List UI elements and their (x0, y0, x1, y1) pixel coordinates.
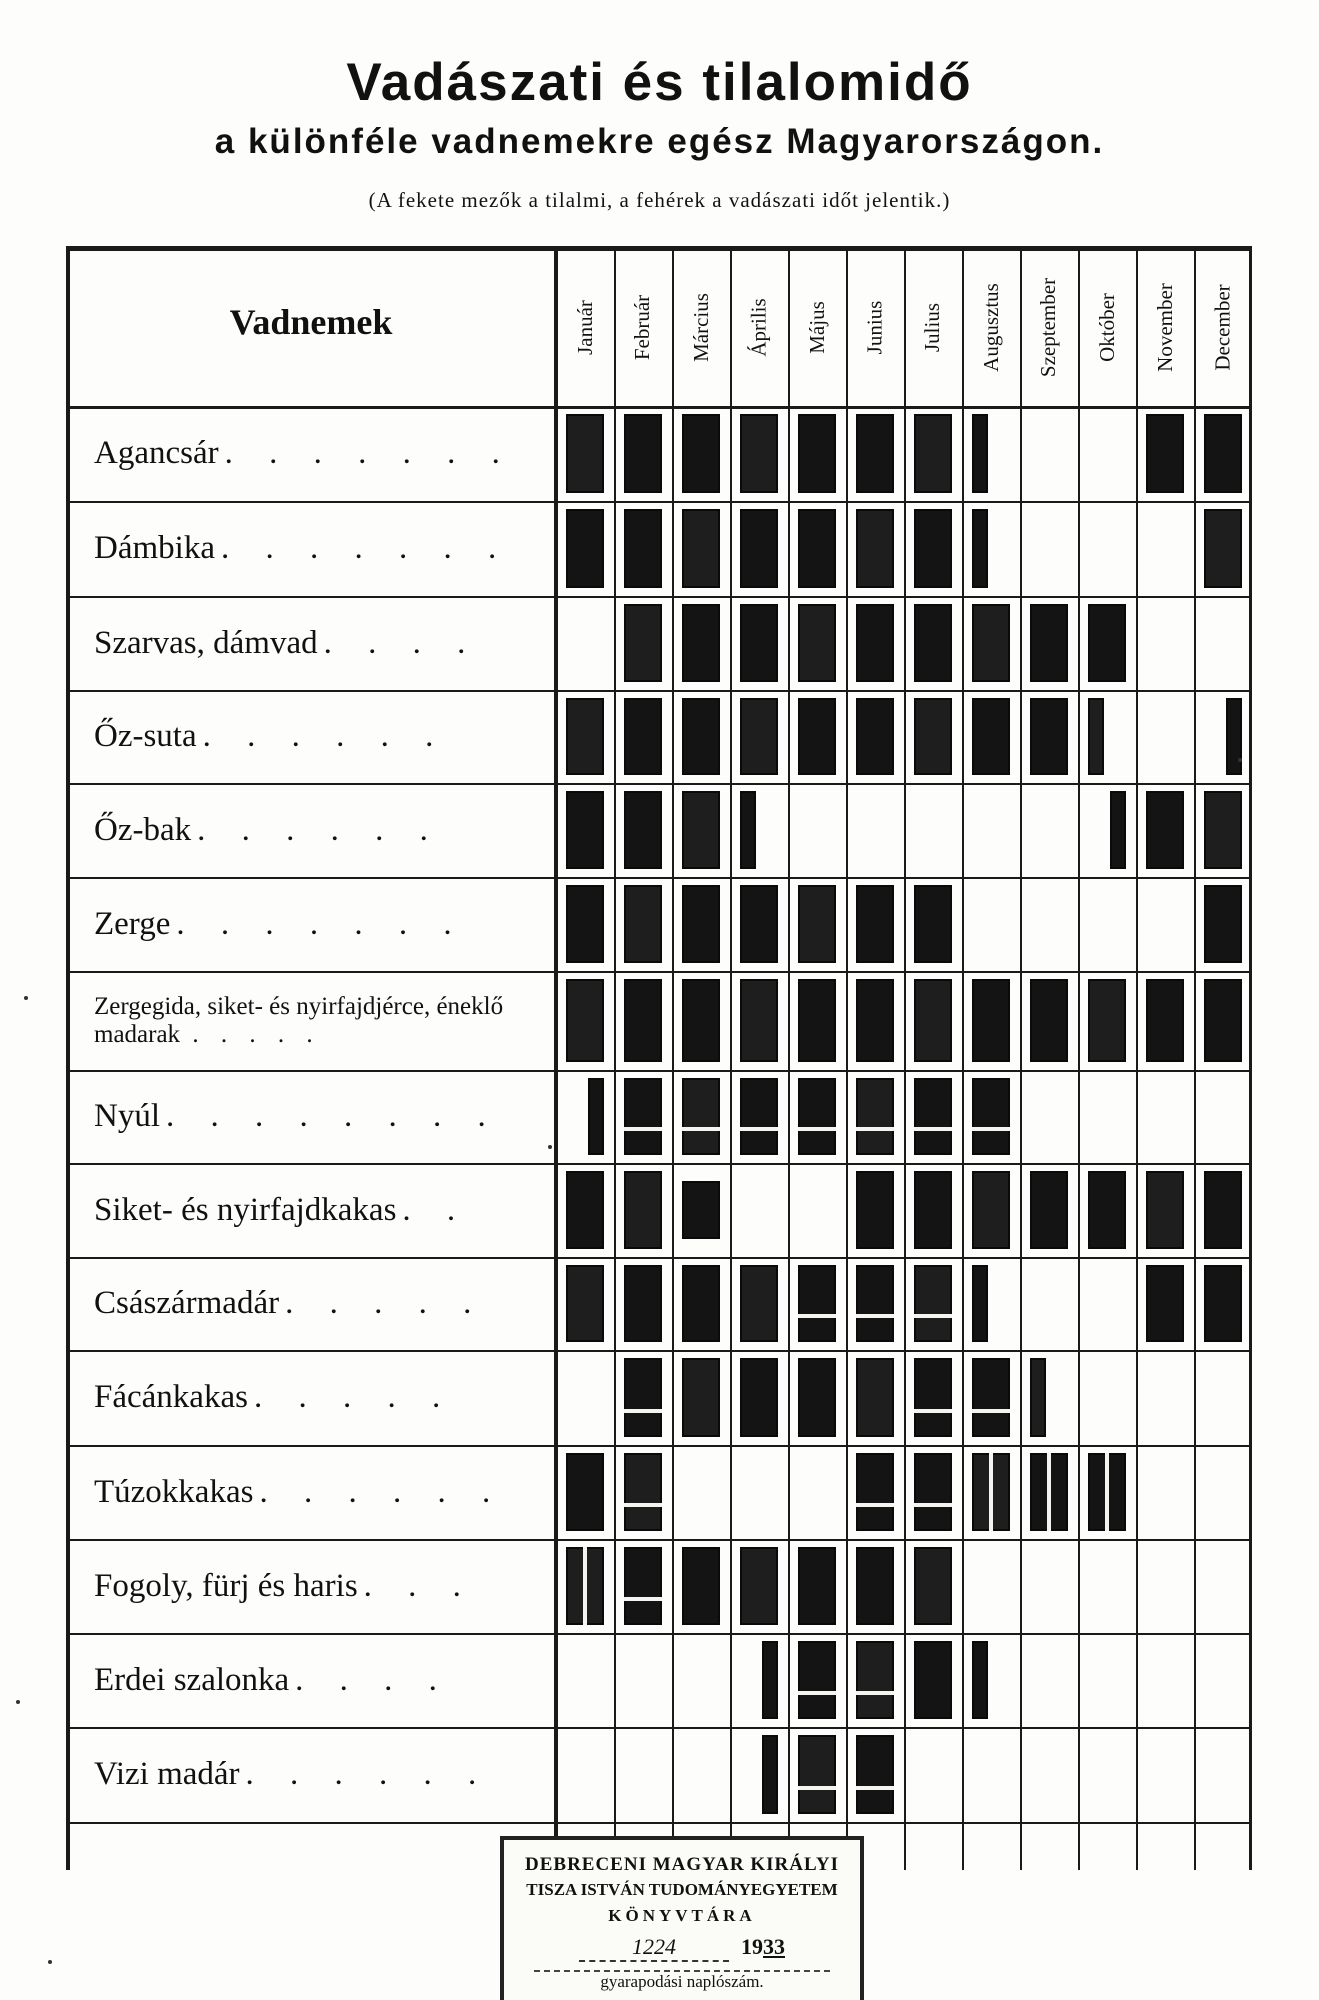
leader-dots: . . . . (323, 624, 480, 661)
leader-dots: . . . . . . (202, 718, 448, 754)
closed-season-block (856, 979, 894, 1062)
closed-season-block (798, 1547, 836, 1625)
closed-season-block (624, 414, 662, 493)
species-row-label (70, 783, 554, 877)
block-divider (624, 1503, 662, 1507)
stamp-line-3: KÖNYVTÁRA (608, 1906, 756, 1925)
scan-speck (24, 996, 28, 1000)
closed-season-block (798, 1641, 836, 1719)
closed-season-block (682, 979, 720, 1062)
block-divider (989, 1453, 993, 1531)
closed-season-block (798, 979, 836, 1062)
scan-speck (548, 1145, 552, 1149)
month-label: Február (630, 294, 655, 360)
closed-season-block (682, 604, 720, 682)
block-divider (972, 1127, 1010, 1131)
closed-season-block (740, 414, 778, 493)
closed-season-block (624, 1547, 662, 1625)
closed-season-block (740, 1265, 778, 1342)
closed-season-block (682, 885, 720, 963)
species-row-label (70, 1257, 554, 1350)
month-divider (788, 246, 790, 1870)
leader-dots: . . . . . . . . (166, 1098, 500, 1134)
leader-dots: . . . . . (285, 1285, 486, 1321)
closed-season-block (856, 1547, 894, 1625)
species-name: Fogoly, fürj és haris (94, 1567, 358, 1604)
month-label: Április (746, 297, 771, 357)
closed-season-block (1204, 979, 1242, 1062)
closed-season-block (682, 698, 720, 775)
scan-speck (48, 1960, 52, 1964)
leader-dots: . . . . . . . (176, 905, 466, 942)
closed-season-block (624, 885, 662, 963)
closed-season-block (740, 885, 778, 963)
species-row-label (70, 690, 554, 783)
leader-dots: . . . (363, 1567, 475, 1604)
closed-season-block (624, 698, 662, 775)
species-name: Őz-bak (94, 811, 192, 848)
closed-season-block (856, 885, 894, 963)
block-divider (856, 1127, 894, 1131)
closed-season-block (566, 885, 604, 963)
closed-season-block (798, 698, 836, 775)
closed-season-block (914, 885, 952, 963)
species-name: Vizi madár (94, 1756, 240, 1792)
leader-dots: . . (402, 1191, 470, 1228)
closed-season-block (972, 979, 1010, 1062)
month-label: November (1152, 282, 1177, 372)
stamp-year-suffix: 33 (763, 1934, 785, 1959)
closed-season-block (1088, 979, 1126, 1062)
month-divider (1136, 246, 1138, 1870)
closed-season-block (914, 509, 952, 588)
leader-dots: . . . . . . . (224, 435, 514, 471)
closed-season-block (914, 979, 952, 1062)
closed-season-block (588, 1078, 604, 1155)
species-name: Császármadár (94, 1285, 280, 1321)
closed-season-block (740, 791, 756, 869)
closed-season-block (1030, 1171, 1068, 1249)
month-label: Augusztus (978, 282, 1003, 372)
closed-season-block (740, 1358, 778, 1437)
month-header (1020, 252, 1078, 402)
species-row-label (70, 1727, 554, 1822)
closed-season-block (798, 604, 836, 682)
closed-season-block (682, 414, 720, 493)
closed-season-block (914, 1547, 952, 1625)
closed-season-block (1030, 979, 1068, 1062)
month-header (1078, 252, 1136, 402)
block-divider (740, 1127, 778, 1131)
closed-season-block (624, 1265, 662, 1342)
closed-season-block (1088, 1171, 1126, 1249)
leader-dots: . . . . . . (259, 1473, 505, 1510)
closed-season-block (856, 1358, 894, 1437)
closed-season-block (1204, 791, 1242, 869)
month-label: Szeptember (1036, 277, 1061, 377)
month-header (1136, 252, 1194, 402)
closed-season-block (972, 604, 1010, 682)
species-name: Dámbika (94, 530, 215, 566)
month-header (614, 252, 672, 402)
page-subtitle: a különféle vadnemekre egész Magyarországon. (214, 122, 1105, 161)
stamp-number: 1224 (579, 1934, 729, 1962)
block-divider (856, 1786, 894, 1790)
closed-season-block (624, 1171, 662, 1249)
closed-season-block (856, 509, 894, 588)
closed-season-block (972, 698, 1010, 775)
closed-season-block (1204, 885, 1242, 963)
closed-season-block (740, 604, 778, 682)
closed-season-block (856, 1641, 894, 1719)
closed-season-block (972, 1358, 1010, 1437)
block-divider (624, 1127, 662, 1131)
closed-season-block (566, 979, 604, 1062)
block-divider (856, 1503, 894, 1507)
closed-season-block (798, 1265, 836, 1342)
month-divider (672, 246, 674, 1870)
closed-season-block (682, 1265, 720, 1342)
month-divider (1194, 246, 1196, 1870)
block-divider (624, 1597, 662, 1601)
closed-season-block (566, 1265, 604, 1342)
closed-season-block (914, 1358, 952, 1437)
closed-season-block (740, 1547, 778, 1625)
leader-dots: . . . . . (253, 1379, 455, 1415)
month-divider (614, 246, 616, 1870)
closed-season-block (972, 1078, 1010, 1155)
closed-season-block (740, 979, 778, 1062)
closed-season-block (1146, 791, 1184, 869)
closed-season-block (856, 1078, 894, 1155)
closed-season-block (856, 414, 894, 493)
stamp-line-5: gyarapodási naplószám. (534, 1970, 830, 1992)
block-divider (856, 1314, 894, 1318)
closed-season-block (682, 791, 720, 869)
block-divider (972, 1409, 1010, 1413)
species-row-label (70, 877, 554, 971)
closed-season-block (566, 414, 604, 493)
leader-dots: . . . . (295, 1661, 451, 1698)
closed-season-block (1204, 1171, 1242, 1249)
closed-season-block (624, 509, 662, 588)
species-name: Őz-suta (94, 718, 197, 754)
closed-season-block (972, 509, 988, 588)
closed-season-block (740, 698, 778, 775)
closed-season-block (1088, 1453, 1126, 1531)
closed-season-block (682, 1181, 720, 1239)
closed-season-block (1030, 1358, 1046, 1437)
closed-season-block (972, 1265, 988, 1342)
stamp-line-2: TISZA ISTVÁN TUDOMÁNYEGYETEM (526, 1880, 838, 1899)
species-name: Zergegida, siket- és nyirfajdjérce, éneklő madarak . . . . . (94, 992, 504, 1048)
month-label: December (1210, 283, 1235, 371)
species-name: Zerge (94, 905, 171, 942)
leader-dots: . . . . . (192, 1020, 321, 1048)
closed-season-block (1146, 979, 1184, 1062)
species-column-header: Vadnemek (229, 302, 393, 342)
closed-season-block (914, 1078, 952, 1155)
species-name: Erdei szalonka (94, 1661, 290, 1698)
closed-season-block (624, 1078, 662, 1155)
closed-season-block (972, 1171, 1010, 1249)
month-header (788, 252, 846, 402)
closed-season-block (798, 414, 836, 493)
closed-season-block (762, 1641, 778, 1719)
closed-season-block (914, 1641, 952, 1719)
species-row-label (70, 406, 554, 501)
species-name: Agancsár (94, 435, 219, 471)
species-row-label (70, 1070, 554, 1163)
table-right-border (1249, 246, 1252, 1870)
block-divider (583, 1547, 587, 1625)
month-label: Október (1094, 292, 1119, 362)
closed-season-block (914, 414, 952, 493)
block-divider (682, 1127, 720, 1131)
month-divider (846, 246, 848, 1870)
month-header (672, 252, 730, 402)
closed-season-block (856, 1265, 894, 1342)
closed-season-block (856, 604, 894, 682)
closed-season-block (914, 1453, 952, 1531)
month-header (1194, 252, 1252, 402)
species-name: Nyúl (94, 1098, 160, 1134)
month-label: Március (688, 292, 713, 362)
block-divider (914, 1503, 952, 1507)
closed-season-block (1088, 604, 1126, 682)
closed-season-block (1110, 791, 1126, 869)
month-label: Junius (862, 300, 887, 354)
closed-season-block (682, 509, 720, 588)
closed-season-block (1030, 604, 1068, 682)
block-divider (798, 1691, 836, 1695)
closed-season-block (624, 604, 662, 682)
stamp-line-1: DEBRECENI MAGYAR KIRÁLYI (525, 1854, 839, 1875)
closed-season-block (798, 509, 836, 588)
closed-season-block (1204, 509, 1242, 588)
closed-season-block (1088, 698, 1104, 775)
row-divider (66, 1822, 1252, 1824)
species-row-label (70, 1539, 554, 1633)
closed-season-block (740, 509, 778, 588)
month-label: Julius (920, 302, 945, 352)
month-divider (904, 246, 906, 1870)
block-divider (1105, 1453, 1109, 1531)
closed-season-block (798, 1735, 836, 1814)
closed-season-block (1146, 414, 1184, 493)
closed-season-block (624, 791, 662, 869)
species-name: Fácánkakas (94, 1379, 248, 1415)
closed-season-block (566, 1453, 604, 1531)
closed-season-block (566, 1171, 604, 1249)
closed-season-block (1030, 698, 1068, 775)
closed-season-block (914, 604, 952, 682)
month-header (904, 252, 962, 402)
closed-season-block (972, 1641, 988, 1719)
month-divider (962, 246, 964, 1870)
scan-speck (1238, 758, 1242, 762)
species-name: Szarvas, dámvad (94, 624, 318, 661)
closed-season-block (1204, 414, 1242, 493)
closed-season-block (682, 1547, 720, 1625)
closed-season-block (566, 791, 604, 869)
closed-season-block (856, 1171, 894, 1249)
closed-season-block (856, 1453, 894, 1531)
leader-dots: . . . . . . . (220, 530, 511, 566)
species-row-label (70, 596, 554, 690)
month-divider (730, 246, 732, 1870)
closed-season-block (856, 1735, 894, 1814)
species-row-label (70, 501, 554, 596)
species-row-label (70, 971, 554, 1070)
leader-dots: . . . . . . (245, 1756, 491, 1792)
month-label: Január (572, 299, 597, 355)
closed-season-block (798, 1358, 836, 1437)
table-top-border (66, 246, 1252, 251)
closed-season-block (798, 885, 836, 963)
scan-speck (16, 1700, 20, 1704)
leader-dots: . . . . . . (197, 811, 442, 848)
block-divider (1047, 1453, 1051, 1531)
block-divider (856, 1691, 894, 1695)
month-label: Május (804, 300, 829, 354)
block-divider (914, 1314, 952, 1318)
block-divider (914, 1127, 952, 1131)
closed-season-block (682, 1358, 720, 1437)
month-header (846, 252, 904, 402)
species-divider (554, 246, 558, 1870)
closed-season-block (566, 1547, 604, 1625)
closed-season-block (972, 414, 988, 493)
block-divider (624, 1409, 662, 1413)
page-title: Vadászati és tilalomidő (346, 53, 973, 112)
closed-season-block (566, 698, 604, 775)
species-name: Siket- és nyirfajdkakas (94, 1191, 397, 1228)
block-divider (798, 1127, 836, 1131)
species-row-label (70, 1445, 554, 1539)
library-stamp (500, 1836, 864, 2000)
closed-season-block (798, 1078, 836, 1155)
closed-season-block (1226, 698, 1242, 775)
block-divider (798, 1786, 836, 1790)
month-divider (1078, 246, 1080, 1870)
species-row-label (70, 1163, 554, 1257)
stamp-year-prefix: 19 (741, 1934, 763, 1959)
month-header (730, 252, 788, 402)
closed-season-block (1204, 1265, 1242, 1342)
closed-season-block (856, 698, 894, 775)
closed-season-block (914, 1171, 952, 1249)
species-row-label (70, 1350, 554, 1445)
closed-season-block (1030, 1453, 1068, 1531)
species-name: Túzokkakas (94, 1473, 254, 1510)
legend-note: (A fekete mezők a tilalmi, a fehérek a vadászati időt jelentik.) (368, 188, 951, 212)
block-divider (914, 1409, 952, 1413)
closed-season-block (1146, 1171, 1184, 1249)
closed-season-block (624, 979, 662, 1062)
closed-season-block (740, 1078, 778, 1155)
species-row-label (70, 1633, 554, 1727)
closed-season-block (624, 1453, 662, 1531)
closed-season-block (1146, 1265, 1184, 1342)
block-divider (798, 1314, 836, 1318)
month-divider (1020, 246, 1022, 1870)
closed-season-block (914, 698, 952, 775)
month-header (556, 252, 614, 402)
closed-season-block (682, 1078, 720, 1155)
closed-season-block (624, 1358, 662, 1437)
closed-season-block (972, 1453, 1010, 1531)
closed-season-block (566, 509, 604, 588)
closed-season-block (762, 1735, 778, 1814)
closed-season-block (914, 1265, 952, 1342)
month-header (962, 252, 1020, 402)
